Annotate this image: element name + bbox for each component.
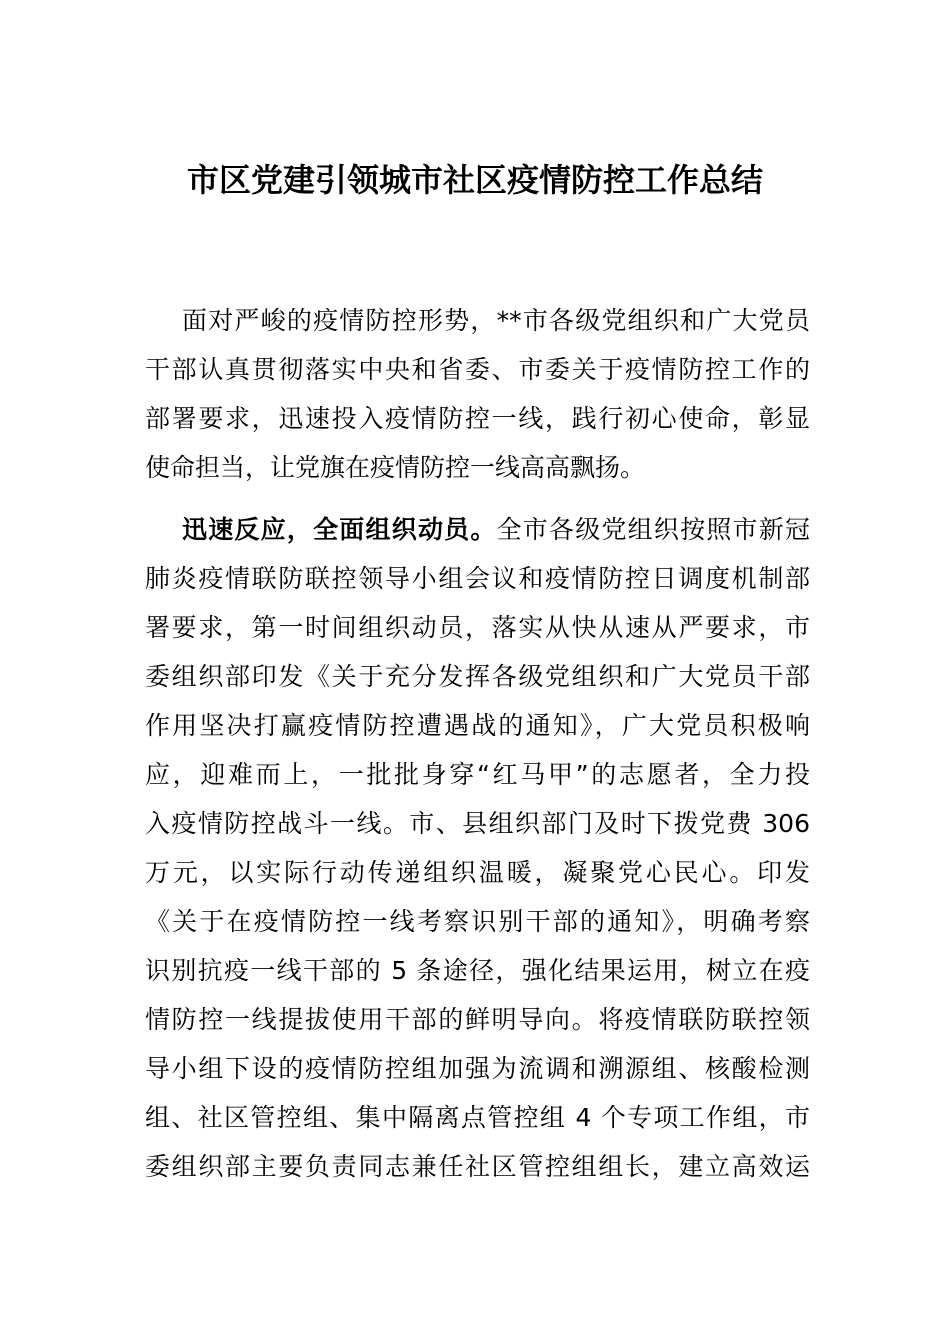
paragraph-line: 干部认真贯彻落实中央和省委、市委关于疫情防控工作的 bbox=[145, 355, 810, 384]
paragraph-line: 《关于在疫情防控一线考察识别干部的通知》，明确考察 bbox=[145, 907, 810, 936]
paragraph-line-first bbox=[182, 505, 810, 555]
paragraph-line: 万元，以实际行动传递组织温暖，凝聚党心民心。印发 bbox=[145, 858, 810, 887]
paragraph-line: 肺炎疫情联防联控领导小组会议和疫情防控日调度机制部 bbox=[145, 564, 810, 593]
document-title: 市区党建引领城市社区疫情防控工作总结 bbox=[186, 161, 763, 199]
paragraph-line: 委组织部主要负责同志兼任社区管控组组长，建立高效运 bbox=[145, 1152, 810, 1181]
paragraph-line: 入疫情防控战斗一线。市、县组织部门及时下拨党费 306 bbox=[145, 809, 810, 838]
paragraph-line: 面对严峻的疫情防控形势，**市各级党组织和广大党员 bbox=[182, 306, 810, 335]
paragraph-line: 使命担当，让党旗在疫情防控一线高高飘扬。 bbox=[145, 453, 646, 482]
paragraph-line: 部署要求，迅速投入疫情防控一线，践行初心使命，彰显 bbox=[145, 404, 810, 433]
paragraph-line: 识别抗疫一线干部的 5 条途径，强化结果运用，树立在疫 bbox=[145, 956, 810, 985]
paragraph-line: 情防控一线提拔使用干部的鲜明导向。将疫情联防联控领 bbox=[145, 1005, 810, 1034]
paragraph-line-rest: 全市各级党组织按照市新冠 bbox=[496, 515, 810, 544]
paragraph-line: 应，迎难而上，一批批身穿“红马甲”的志愿者，全力投 bbox=[145, 760, 810, 789]
paragraph-line: 导小组下设的疫情防控组加强为流调和溯源组、核酸检测 bbox=[145, 1054, 810, 1083]
paragraph-line: 组、社区管控组、集中隔离点管控组 4 个专项工作组，市 bbox=[145, 1103, 810, 1132]
paragraph-line: 作用坚决打赢疫情防控遭遇战的通知》，广大党员积极响 bbox=[145, 711, 810, 740]
paragraph-line: 署要求，第一时间组织动员，落实从快从速从严要求，市 bbox=[145, 613, 810, 642]
section-heading: 迅速反应，全面组织动员。 bbox=[182, 515, 497, 544]
paragraph-line: 委组织部印发《关于充分发挥各级党组织和广大党员干部 bbox=[145, 662, 810, 691]
